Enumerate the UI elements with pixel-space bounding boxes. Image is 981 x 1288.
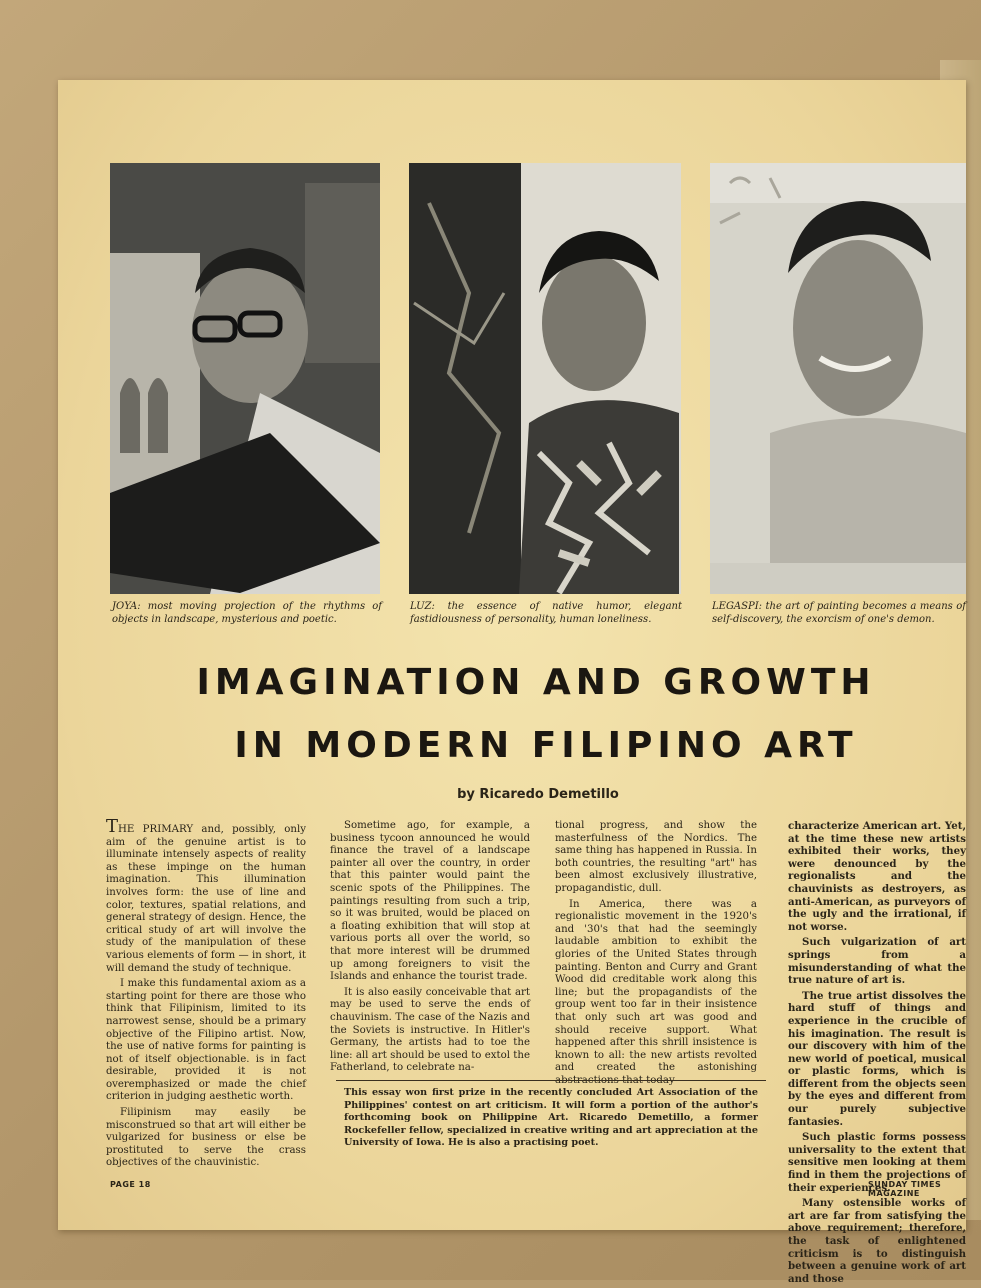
paragraph: Many ostensible works of art are far from satisfying the above requirement; therefore, the task of enlightened criticism is to distinguish between a genuine work of art and those bbox=[788, 1197, 966, 1285]
photo-caption-legaspi: LEGASPI: the art of painting becomes a means of self-discovery, the exorcism of one's demon. bbox=[712, 601, 966, 625]
note-rule bbox=[336, 1080, 766, 1081]
editor-note-box bbox=[336, 1080, 766, 1150]
article-column-2 bbox=[330, 820, 530, 1078]
headline-line-2: IN MODERN FILIPINO ART bbox=[234, 725, 858, 766]
headline-line-1: IMAGINATION AND GROWTH bbox=[196, 662, 876, 703]
paragraph: Such vulgarization of art springs from a misunderstanding of what the true nature of art is. bbox=[788, 936, 966, 987]
photo-legaspi bbox=[710, 163, 966, 594]
publication-name: SUNDAY TIMES MAGAZINE bbox=[868, 1180, 942, 1198]
drop-cap: T bbox=[106, 816, 119, 837]
paragraph: Filipinism may easily be misconstrued so that art will either be vulgarized for business or else be prostituted to serve the crass objectives of the chauvinistic. bbox=[106, 1107, 306, 1169]
article-column-3 bbox=[555, 820, 757, 1090]
byline: by Ricaredo Demetillo bbox=[457, 787, 619, 802]
article-column-4 bbox=[788, 820, 966, 1288]
paragraph bbox=[106, 816, 306, 975]
photo-caption-luz: LUZ: the essence of native humor, elegant fastidiousness of personality, human loneliness. bbox=[410, 601, 682, 625]
paragraph: Such plastic forms possess universality to the extent that sensitive men looking at them find in them the projections of their experiences. bbox=[788, 1131, 966, 1194]
photo-joya bbox=[110, 163, 380, 594]
paragraph: I make this fundamental axiom as a starting point for there are those who think that Filipinism, limited to its narrowest sense, should be a primary objective of the Filipino artist. Now, the use of native forms for painting is not of itself objectionable. is in fact desirable, provided it is not overemphasized or made the chief criterion in judging aesthetic worth. bbox=[106, 978, 306, 1103]
paragraph: characterize American art. Yet, at the time these new artists exhibited their works, they were denounced by the regionalists and the chauvinists as destroyers, as anti-American, as purveyors of the ugly and the irrational, if not worse. bbox=[788, 820, 966, 933]
article-column-1 bbox=[106, 816, 306, 1173]
paragraph: The true artist dissolves the hard stuff of things and experience in the crucible of his imagination. The result is our discovery with him of the new world of poetical, musical or plastic forms, which is different from the objects seen by the eyes and different from our purely subjective fantasies. bbox=[788, 989, 966, 1128]
page-number: PAGE 18 bbox=[110, 1180, 151, 1189]
paragraph: In America, there was a regionalistic movement in the 1920's and '30's that had the seemingly laudable ambition to exhibit the glories of the United States through painting. Benton and Curry and Grant Wood did creditable work along this line; but the propagandists of the group went too far in their insistence that only such art was good and should receive support. What happened after this shrill insistence is known to all: the new artists revolted and created the astonishing abstractions that today bbox=[555, 898, 757, 1086]
paragraph: tional progress, and show the masterfulness of the Nordics. The same thing has happened in Russia. In both countries, the resulting "art" has been almost exclusively illustrative, propagandistic, dull. bbox=[555, 820, 757, 894]
photo-caption-joya: JOYA: most moving projection of the rhythms of objects in landscape, mysterious and poetic. bbox=[112, 601, 382, 625]
magazine-page bbox=[58, 80, 966, 1285]
paragraph-text: HE PRIMARY and, possibly, only aim of the genuine artist is to illuminate intensely aspects of reality as these impinge on the human imagination. This illumination involves form: the use of line and color, textures, spatial relations, and general strategy of design. Hence, the critical study of art will involve the study of the manipulation of these various elements of form — in short, it will demand the study of technique. bbox=[106, 824, 306, 974]
photo-luz bbox=[409, 163, 681, 594]
editor-note: This essay won first prize in the recently concluded Art Association of the Philippines' contest on art criticism. It will form a portion of the author's forthcoming book on Philippine Art. Ricaredo Demetillo, a former Rockefeller fellow, specialized in creative writing and art appreciation at the University of Iowa. He is also a practising poet. bbox=[344, 1087, 758, 1148]
paragraph: Sometime ago, for example, a business tycoon announced he would finance the travel of a landscape painter all over the country, in order that this painter would paint the scenic spots of the Philippines. The paintings resulting from such a trip, so it was bruited, would be placed on a floating exhibition that will stop at various ports all over the world, so that more interest will be drummed up among foreigners to visit the Islands and enhance the tourist trade. bbox=[330, 820, 530, 983]
paragraph: It is also easily conceivable that art may be used to serve the ends of chauvinism. The case of the Nazis and the Soviets is instructive. In Hitler's Germany, the artists had to toe the line: all art should be used to extol the Fatherland, to celebrate na- bbox=[330, 986, 530, 1074]
